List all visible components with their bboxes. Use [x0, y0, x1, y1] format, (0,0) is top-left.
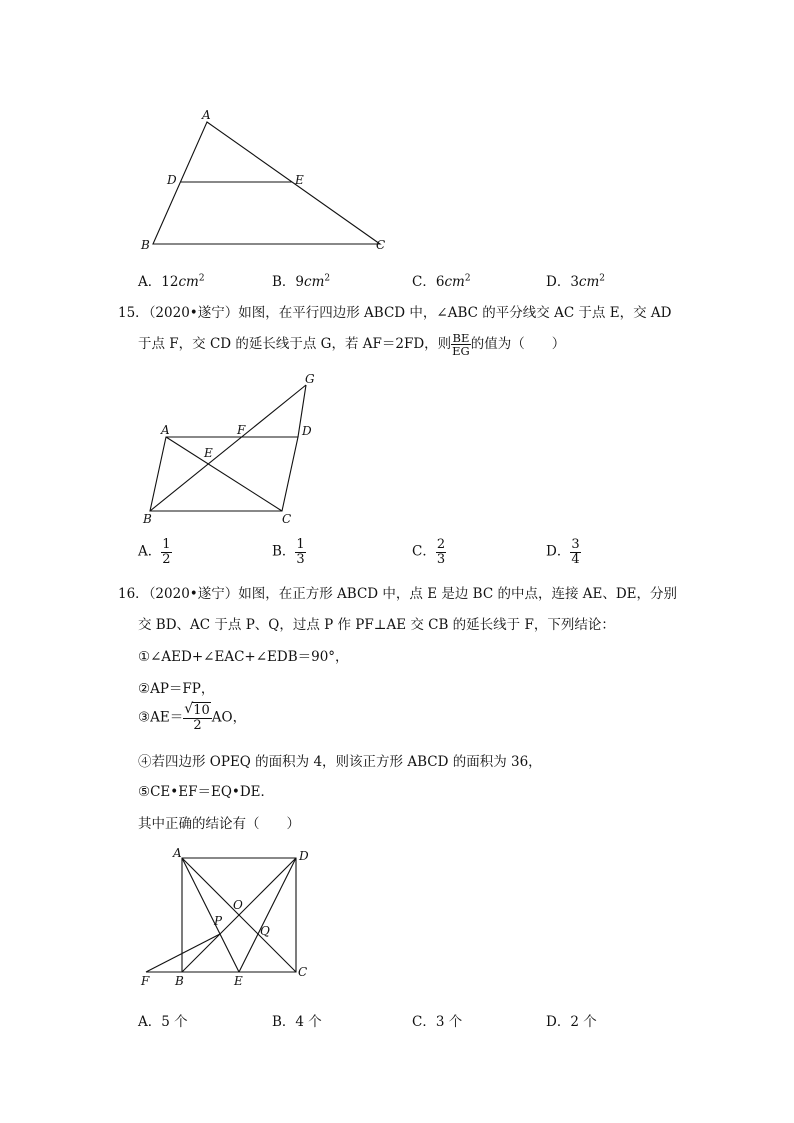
segment-ac: [166, 437, 282, 511]
option-text: 4 个: [295, 1014, 322, 1030]
label-e: E: [234, 974, 243, 988]
label-o: O: [233, 898, 243, 912]
q14-triangle-figure: [130, 100, 410, 260]
option-fraction: [161, 538, 171, 566]
option-letter: C．: [412, 1014, 436, 1030]
option-letter: B．: [272, 274, 296, 290]
q15-option-b[interactable]: [272, 538, 306, 566]
label-g: G: [305, 372, 315, 386]
label-c: C: [282, 512, 292, 526]
q16-line-1: [118, 582, 677, 602]
label-c: C: [376, 238, 386, 252]
fraction-numerator: 1: [296, 537, 305, 552]
option-letter: D．: [546, 543, 571, 560]
q15-parallelogram-figure: [130, 365, 330, 530]
option-exponent: 2: [599, 273, 606, 284]
fraction-numerator: 2: [436, 537, 446, 552]
q15-option-d[interactable]: [546, 538, 581, 566]
option-unit: cm: [578, 274, 600, 290]
fraction-be-eg: [451, 332, 471, 357]
option-letter: B．: [272, 543, 296, 560]
q16-square-figure: [130, 840, 330, 995]
label-q: Q: [260, 924, 270, 938]
option-exponent: 2: [324, 273, 331, 284]
option-text: 5 个: [161, 1014, 188, 1030]
segment-ae: [182, 858, 239, 972]
label-c: C: [298, 965, 308, 979]
q16-ask: 其中正确的结论有（ ）: [138, 816, 300, 832]
option-exponent: 2: [198, 273, 205, 284]
option-letter: C．: [412, 274, 436, 290]
fraction-numerator: BE: [452, 331, 470, 345]
conclusion-text: ③AE＝: [138, 709, 184, 726]
q14-option-d[interactable]: [546, 270, 605, 290]
q14-option-b[interactable]: [272, 270, 330, 290]
fraction-numerator: 1: [162, 537, 171, 552]
option-unit: cm: [304, 274, 325, 290]
q16-option-c[interactable]: [412, 1010, 462, 1030]
option-fraction: [436, 538, 446, 566]
q15-line-2: [138, 332, 565, 357]
question-number: 15．: [118, 305, 149, 321]
fraction-denominator: 2: [193, 717, 202, 733]
option-unit: cm: [178, 274, 199, 290]
fraction-numerator: [183, 701, 212, 719]
label-b: B: [143, 512, 152, 526]
option-letter: A．: [138, 543, 162, 560]
question-text: 于点 F，交 CD 的延长线于点 G，若 AF＝2FD，则: [138, 336, 452, 353]
option-fraction: [570, 538, 580, 566]
segment-de: [239, 858, 296, 972]
q16-option-b[interactable]: [272, 1010, 322, 1030]
question-number: 16．: [118, 586, 149, 602]
label-e: E: [204, 446, 213, 460]
label-a: A: [173, 846, 182, 860]
label-b: B: [141, 238, 150, 252]
label-f: F: [141, 974, 150, 988]
q14-option-c[interactable]: [412, 270, 471, 290]
radicand: 10: [193, 703, 210, 718]
triangle-abc: [153, 122, 380, 244]
fraction-denominator: 4: [571, 551, 580, 567]
fraction-denominator: 3: [296, 551, 305, 567]
fraction-denominator: EG: [452, 344, 470, 359]
question-text: 如图，在平行四边形 ABCD 中，∠ABC 的平分线交 AC 于点 E，交 AD: [238, 305, 672, 321]
q16-conclusion-4: ④若四边形 OPEQ 的面积为 4，则该正方形 ABCD 的面积为 36，: [138, 754, 542, 770]
option-value: 9: [295, 274, 305, 290]
option-letter: B．: [272, 1014, 296, 1030]
question-text: 如图，在正方形 ABCD 中，点 E 是边 BC 的中点，连接 AE、DE，分别: [238, 586, 678, 602]
label-b: B: [175, 974, 184, 988]
fraction-denominator: 3: [436, 551, 446, 567]
label-d: D: [302, 424, 312, 438]
q16-conclusion-5: ⑤CE•EF＝EQ•DE．: [138, 784, 275, 800]
q15-line-1: [118, 301, 671, 321]
option-letter: C．: [412, 543, 436, 560]
label-d: D: [299, 849, 309, 863]
label-p: P: [214, 914, 223, 928]
option-unit: cm: [444, 274, 465, 290]
question-source: （2020•遂宁）: [148, 586, 239, 602]
option-exponent: 2: [464, 273, 471, 284]
label-a: A: [161, 423, 170, 437]
q16-conclusion-1: ①∠AED+∠EAC+∠EDB＝90°，: [138, 649, 349, 665]
question-text: 的值为（ ）: [470, 336, 566, 353]
q16-conclusion-3: [138, 701, 247, 733]
conclusion-text: AO，: [211, 709, 247, 726]
segment-bg: [150, 385, 306, 511]
option-text: 3 个: [435, 1014, 463, 1030]
question-source: （2020•遂宁）: [148, 305, 239, 321]
label-d: D: [167, 173, 177, 187]
label-a: A: [202, 108, 211, 122]
q14-option-a[interactable]: [138, 270, 205, 290]
option-value: 3: [570, 274, 579, 290]
option-fraction: [295, 538, 305, 566]
fraction-numerator: 3: [571, 537, 580, 552]
q16-line-2: 交 BD、AC 于点 P、Q，过点 P 作 PF⊥AE 交 CB 的延长线于 F，下列结论：: [138, 617, 615, 633]
segment-pf: [146, 934, 220, 972]
option-letter: D．: [546, 1014, 571, 1030]
q16-option-d[interactable]: [546, 1010, 597, 1030]
option-value: 12: [161, 274, 179, 290]
q16-option-a[interactable]: [138, 1010, 188, 1030]
fraction-denominator: 2: [162, 551, 171, 567]
q16-conclusion-2: ②AP＝FP，: [138, 681, 215, 697]
option-letter: A．: [138, 274, 162, 290]
label-e: E: [295, 173, 304, 187]
option-letter: A．: [138, 1014, 162, 1030]
sqrt-symbol: √ 10: [184, 701, 210, 718]
q15-option-c[interactable]: [412, 538, 446, 566]
label-f: F: [237, 423, 246, 437]
option-value: 6: [435, 274, 445, 290]
option-text: 2 个: [570, 1014, 597, 1030]
sqrt10-over-2: [183, 701, 212, 733]
option-letter: D．: [546, 274, 571, 290]
q15-option-a[interactable]: [138, 538, 172, 566]
